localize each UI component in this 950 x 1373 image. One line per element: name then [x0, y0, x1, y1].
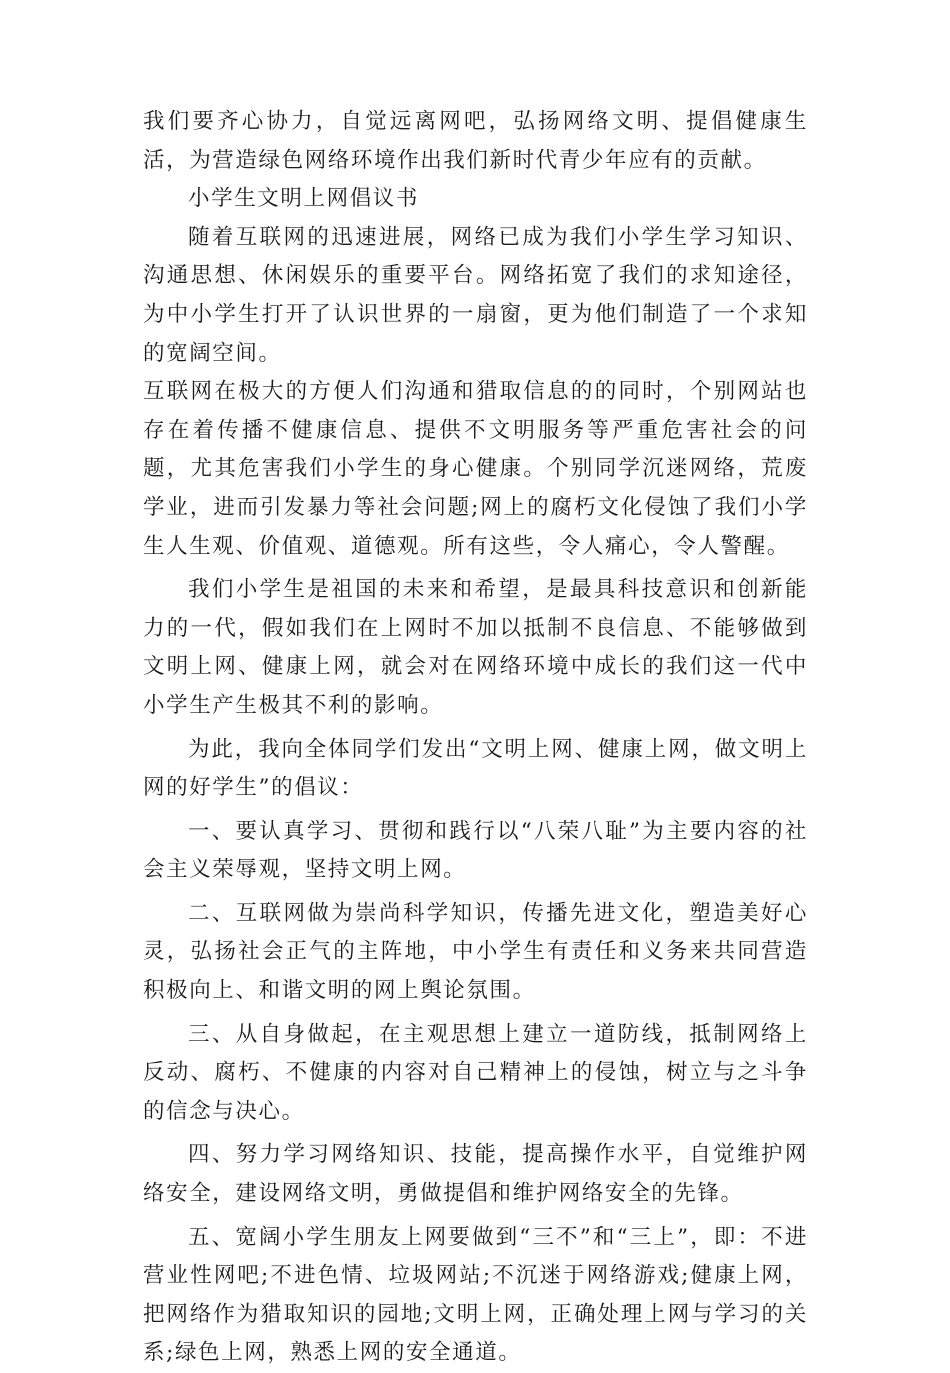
document-body: [143, 103, 808, 1373]
document-title: 小学生文明上网倡议书: [188, 186, 420, 212]
paragraph-proposal: 为此，我向全体同学们发出“文明上网、健康上网，做文明上网的好学生”的倡议：: [143, 736, 808, 801]
paragraph-closing-call: 我们要齐心协力，自觉远离网吧，弘扬网络文明、提倡健康生活，为营造绿色网络环境作出我们新时代青少年应有的贡献。: [143, 109, 808, 173]
proposal-item-1: 一、要认真学习、贯彻和践行以“八荣八耻”为主要内容的社会主义荣辱观，坚持文明上网。: [143, 818, 808, 883]
proposal-item-5: 五、宽阔小学生朋友上网要做到“三不”和“三上”，即：不进营业性网吧;不进色情、垃圾网站;不沉迷于网络游戏;健康上网，把网络作为猎取知识的园地;文明上网，正确处理上网与学习的关系;绿色上网，熟悉上网的安全通道。: [143, 1224, 808, 1366]
proposal-item-4: 四、努力学习网络知识、技能，提高操作水平，自觉维护网络安全，建设网络文明，勇做提倡和维护网络安全的先锋。: [143, 1142, 808, 1207]
paragraph-future-generation: 我们小学生是祖国的未来和希望，是最具科技意识和创新能力的一代，假如我们在上网时不加以抵制不良信息、不能够做到文明上网、健康上网，就会对在网络环境中成长的我们这一代中小学生产生极其不利的影响。: [143, 577, 808, 718]
proposal-item-3: 三、从自身做起，在主观思想上建立一道防线，抵制网络上反动、腐朽、不健康的内容对自己精神上的侵蚀，树立与之斗争的信念与决心。: [143, 1021, 808, 1124]
proposal-item-2: 二、互联网做为崇尚科学知识，传播先进文化，塑造美好心灵，弘扬社会正气的主阵地，中小学生有责任和义务来共同营造积极向上、和谐文明的网上舆论氛围。: [143, 900, 808, 1004]
paragraph-internet-risks: 互联网在极大的方便人们沟通和猎取信息的的同时，个别网站也存在着传播不健康信息、提供不文明服务等严重危害社会的问题，尤其危害我们小学生的身心健康。个别同学沉迷网络，荒废学业，进而引发暴力等社会问题;网上的腐朽文化侵蚀了我们小学生人生观、价值观、道德观。所有这些，令人痛心，令人警醒。: [143, 379, 808, 559]
paragraph-intro: 随着互联网的迅速进展，网络已成为我们小学生学习知识、沟通思想、休闲娱乐的重要平台。网络拓宽了我们的求知途径，为中小学生打开了认识世界的一扇窗，更为他们制造了一个求知的宽阔空间。: [143, 224, 808, 366]
